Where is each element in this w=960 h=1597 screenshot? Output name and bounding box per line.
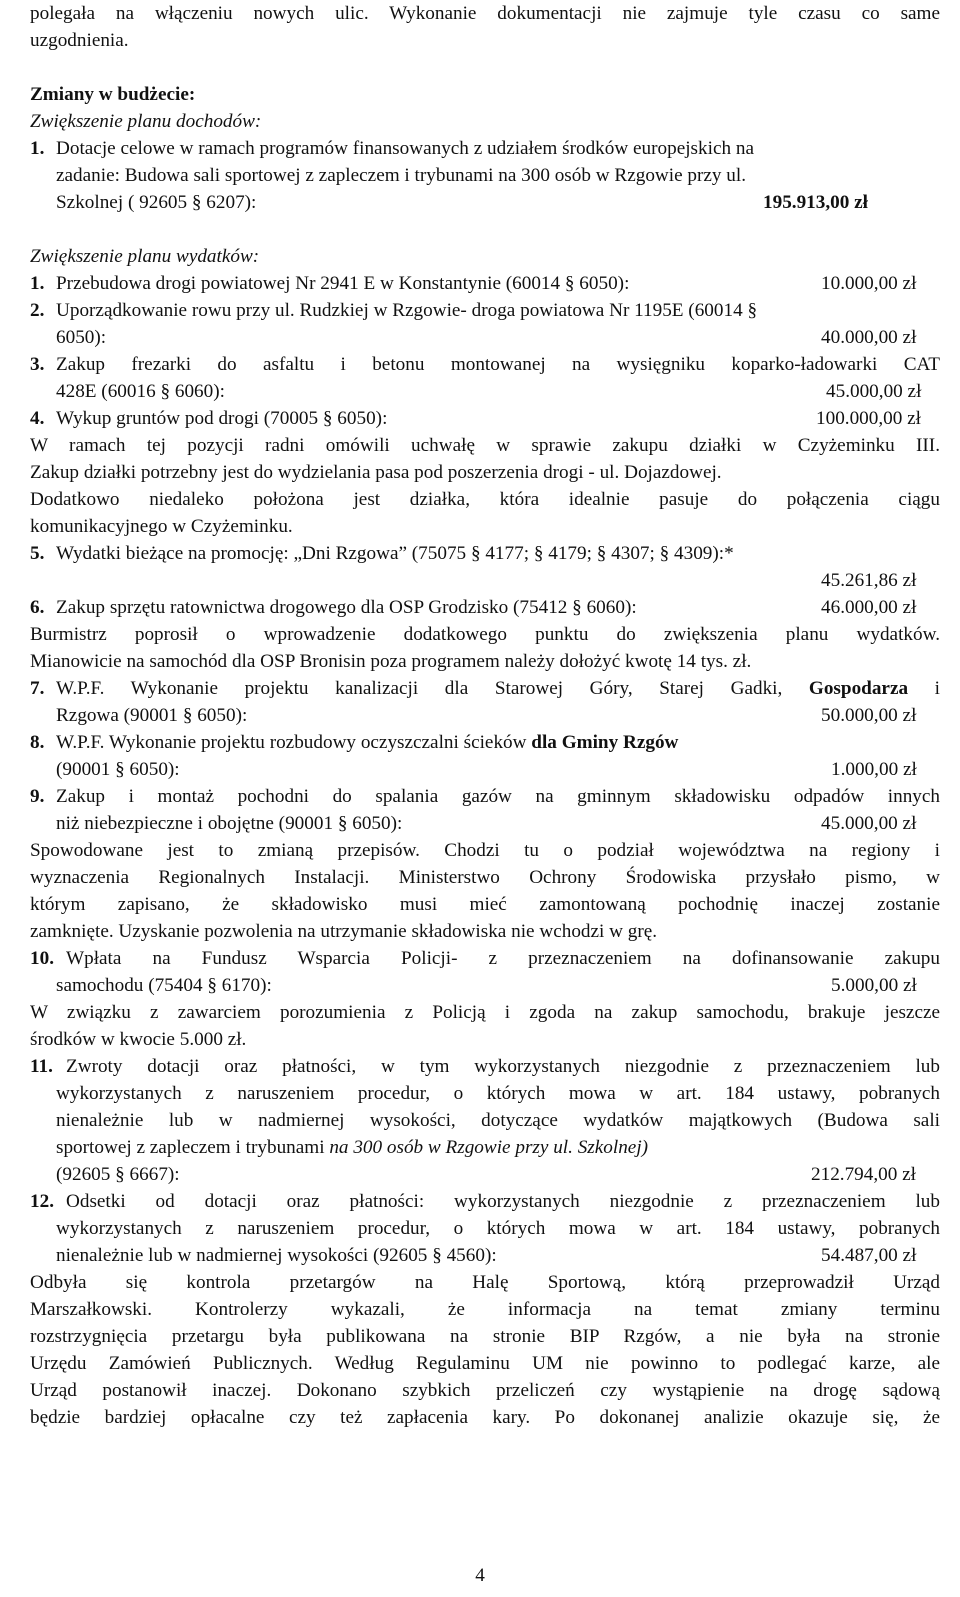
list-item [30,351,940,378]
item-number: 1. [30,138,45,159]
list-item-continuation: wykorzystanych z naruszeniem procedur, o których mowa w art. 184 ustawy, pobranych [56,1083,940,1104]
list-item [30,270,940,297]
paragraph-line: Spowodowane jest to zmianą przepisów. Chodzi tu o podział województwa na regiony i [30,840,940,861]
bold-text: dla Gminy Rzgów [531,732,679,753]
item-number: 12. [30,1191,54,1212]
item-number: 2. [30,300,45,321]
paragraph-line: Dodatkowo niedaleko położona jest działka, która idealnie pasuje do połączenia ciągu [30,489,940,510]
section-heading: Zmiany w budżecie: [30,84,196,105]
paragraph-line: środków w kwocie 5.000 zł. [30,1029,247,1050]
paragraph-line: Urząd postanowił inaczej. Dokonano szybkich przeliczeń czy wystąpienie na drogę sądową [30,1380,940,1401]
list-item [30,135,940,162]
amount: 1.000,00 zł [831,759,917,780]
page-number: 4 [475,1565,485,1586]
amount: 54.487,00 zł [821,1245,917,1266]
item-text: Zakup sprzętu ratownictwa drogowego dla OSP Grodzisko (75412 § 6060): [56,597,637,618]
item-text: Uporządkowanie rowu przy ul. Rudzkiej w Rzgowie- droga powiatowa Nr 1195E (60014 § [56,300,758,321]
list-item [30,783,940,810]
paragraph-line: W ramach tej pozycji radni omówili uchwałę w sprawie zakupu działki w Czyżeminku III. [30,435,940,456]
item-number: 1. [30,273,45,294]
list-item [30,729,940,756]
item-text: W.P.F. Wykonanie projektu kanalizacji dla Starowej Góry, Starej Gadki, [56,678,783,699]
amount: 5.000,00 zł [831,975,917,996]
paragraph-line: W związku z zawarciem porozumienia z Policją i zgoda na zakup samochodu, brakuje jeszcze [30,1002,940,1023]
amount: 45.000,00 zł [826,381,922,402]
paragraph-line: Burmistrz poprosił o wprowadzenie dodatkowego punktu do zwiększenia planu wydatków. [30,624,940,645]
item-text: Wydatki bieżące na promocję: „Dni Rzgowa” (75075 § 4177; § 4179; § 4307; § 4309):* [56,543,734,564]
item-text: Zakup frezarki do asfaltu i betonu montowanej na wysięgniku koparko-ładowarki CAT [56,354,940,375]
list-item-continuation: nienależnie lub w nadmiernej wysokości, dotyczące wydatków majątkowych (Budowa sali [56,1110,940,1131]
list-item-continuation: 6050): [56,327,107,348]
list-item-continuation: Szkolnej ( 92605 § 6207): [56,192,257,213]
amount: 46.000,00 zł [821,597,917,618]
paragraph-line: Marszałkowski. Kontrolerzy wykazali, że informacja na temat zmiany terminu [30,1299,940,1320]
item-text-tail: i [934,678,940,699]
list-item-continuation: nienależnie lub w nadmiernej wysokości (92605 § 4560): [56,1245,497,1266]
list-item [30,405,940,432]
paragraph-line: Odbyła się kontrola przetargów na Halę Sportową, którą przeprowadził Urząd [30,1272,940,1293]
item-text: sportowej z zapleczem i trybunami [56,1137,325,1158]
list-item-continuation: zadanie: Budowa sali sportowej z zapleczem i trybunami na 300 osób w Rzgowie przy ul. [56,165,747,186]
list-item [30,945,940,972]
paragraph-line: Urzędu Zamówień Publicznych. Według Regulaminu UM nie powinno to podlegać karze, ale [30,1353,940,1374]
amount: 50.000,00 zł [821,705,917,726]
list-item-continuation: (90001 § 6050): [56,759,180,780]
item-text: Wykup gruntów pod drogi (70005 § 6050): [56,408,388,429]
list-item [30,594,940,621]
item-text: Zwroty dotacji oraz płatności, w tym wykorzystanych niezgodnie z przeznaczeniem lub [66,1056,940,1077]
amount: 45.261,86 zł [821,570,917,591]
list-item-continuation: samochodu (75404 § 6170): [56,975,272,996]
list-item-continuation: niż niebezpieczne i obojętne (90001 § 6050): [56,813,403,834]
paragraph-line: wyznaczenia Regionalnych Instalacji. Ministerstwo Ochrony Środowiska przysłało pismo, w [30,867,940,888]
list-item [30,1188,940,1215]
item-text: W.P.F. Wykonanie projektu rozbudowy oczyszczalni ścieków [56,732,527,753]
amount: 100.000,00 zł [816,408,921,429]
paragraph-line: polegała na włączeniu nowych ulic. Wykonanie dokumentacji nie zajmuje tyle czasu co same [30,3,940,24]
paragraph-line: uzgodnienia. [30,30,129,51]
item-number: 3. [30,354,45,375]
item-number: 10. [30,948,54,969]
paragraph-line: komunikacyjnego w Czyżeminku. [30,516,293,537]
item-number: 7. [30,678,45,699]
list-item-continuation: 428E (60016 § 6060): [56,381,225,402]
item-number: 5. [30,543,45,564]
item-text: Dotacje celowe w ramach programów finansowanych z udziałem środków europejskich na [56,138,754,159]
list-item-continuation: wykorzystanych z naruszeniem procedur, o których mowa w art. 184 ustawy, pobranych [56,1218,940,1239]
list-item-continuation: (92605 § 6667): [56,1164,180,1185]
bold-text: Gospodarza [808,678,909,699]
list-item [30,540,940,567]
subsection-heading: Zwiększenie planu wydatków: [30,246,260,267]
item-text: Odsetki od dotacji oraz płatności: wykorzystanych niezgodnie z przeznaczeniem lub [66,1191,940,1212]
item-text: Wpłata na Fundusz Wsparcia Policji- z przeznaczeniem na dofinansowanie zakupu [66,948,940,969]
list-item-continuation [56,1134,940,1161]
item-number: 9. [30,786,45,807]
list-item [30,1053,940,1080]
list-item [30,675,940,702]
amount: 10.000,00 zł [821,273,917,294]
amount: 45.000,00 zł [821,813,917,834]
item-number: 11. [30,1056,53,1077]
list-item-continuation: Rzgowa (90001 § 6050): [56,705,248,726]
paragraph-line: Zakup działki potrzebny jest do wydzielania pasa pod poszerzenia drogi - ul. Dojazdowej. [30,462,722,483]
paragraph-line: Mianowicie na samochód dla OSP Bronisin poza programem należy dołożyć kwotę 14 tys. zł. [30,651,752,672]
amount: 212.794,00 zł [811,1164,916,1185]
paragraph-line: zamknięte. Uzyskanie pozwolenia na utrzymanie składowiska nie wchodzi w grę. [30,921,658,942]
item-text: Zakup i montaż pochodni do spalania gazów na gminnym składowisku odpadów innych [56,786,940,807]
item-number: 4. [30,408,45,429]
item-number: 6. [30,597,45,618]
paragraph-line: będzie bardziej opłacalne czy też zapłacenia kary. Po dokonanej analizie okazuje się, że [30,1407,940,1428]
amount: 40.000,00 zł [821,327,917,348]
list-item [30,297,940,324]
amount: 195.913,00 zł [763,192,868,213]
item-number: 8. [30,732,45,753]
item-text: Przebudowa drogi powiatowej Nr 2941 E w Konstantynie (60014 § 6050): [56,273,630,294]
italic-text: na 300 osób w Rzgowie przy ul. Szkolnej) [329,1137,649,1158]
subsection-heading: Zwiększenie planu dochodów: [30,111,262,132]
paragraph-line: rozstrzygnięcia przetargu była publikowana na stronie BIP Rzgów, a nie była na stronie [30,1326,940,1347]
paragraph-line: którym zapisano, że składowisko musi mieć zamontowaną pochodnię inaczej zostanie [30,894,940,915]
